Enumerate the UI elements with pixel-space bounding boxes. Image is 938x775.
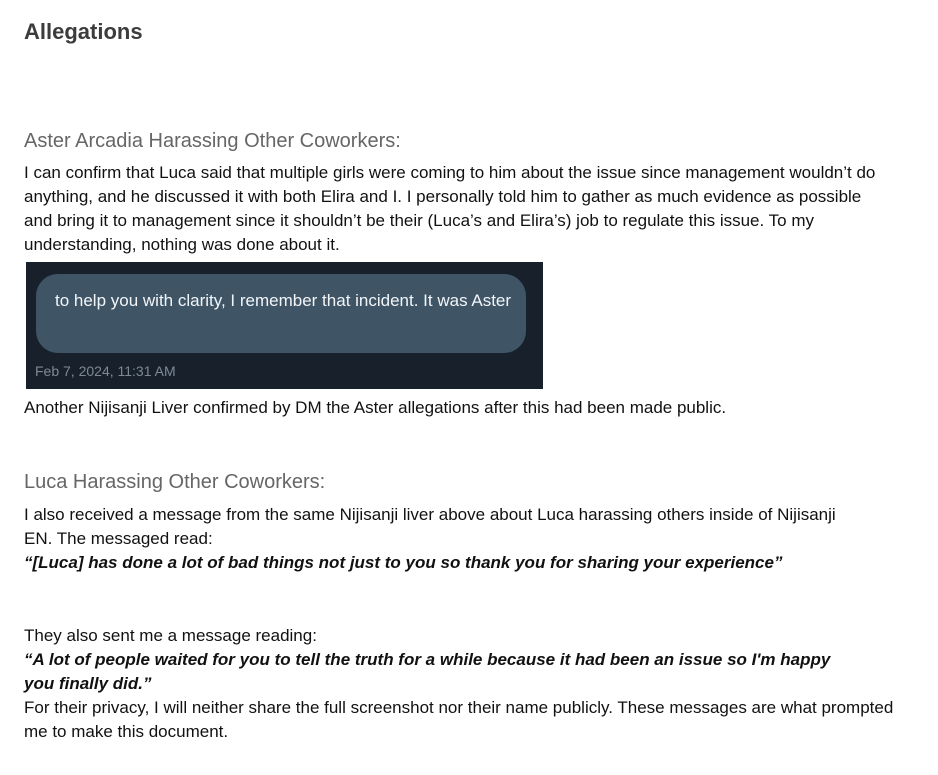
dm-message-text: to help you with clarity, I remember that incident. It was Aster bbox=[55, 291, 512, 310]
section-heading-aster: Aster Arcadia Harassing Other Coworkers: bbox=[24, 130, 401, 152]
section-heading-luca: Luca Harassing Other Coworkers: bbox=[24, 471, 326, 493]
dm-message-bubble bbox=[36, 274, 526, 353]
dm-timestamp: Feb 7, 2024, 11:31 AM bbox=[35, 363, 176, 379]
dm-screenshot bbox=[26, 262, 543, 389]
paragraph-privacy-note: For their privacy, I will neither share the full screenshot nor their name publicly. These messages are what prompted me to make this document. bbox=[24, 698, 894, 741]
paragraph-second-message-intro: They also sent me a message reading: bbox=[24, 626, 317, 645]
quote-first-message: “[Luca] has done a lot of bad things not just to you so thank you for sharing your experience” bbox=[24, 553, 783, 572]
document-title: Allegations bbox=[24, 19, 143, 44]
quote-second-message: “A lot of people waited for you to tell the truth for a while because it had been an issue so I'm happy you finally did.” bbox=[24, 650, 831, 693]
screenshot-caption: Another Nijisanji Liver confirmed by DM the Aster allegations after this had been made public. bbox=[24, 398, 727, 417]
paragraph-aster-confirmation: I can confirm that Luca said that multiple girls were coming to him about the issue since management wouldn’t do anything, and he discussed it with both Elira and I. I personally told him to gather as much evidence as possible and bring it to management since it shouldn’t be their (Luca’s and Elira’s) job to regulate this issue. To my understanding, nothing was done about it. bbox=[24, 163, 876, 254]
paragraph-luca-message: I also received a message from the same Nijisanji liver above about Luca harassing others inside of Nijisanji EN. The messaged read: bbox=[24, 505, 836, 548]
